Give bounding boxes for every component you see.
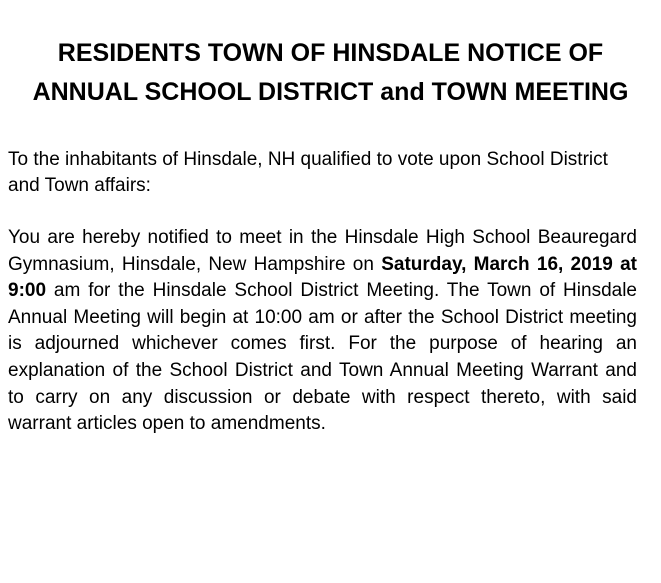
notice-intro: To the inhabitants of Hinsdale, NH qualified to vote upon School District and Town affairs: bbox=[8, 149, 608, 196]
notice-body bbox=[8, 225, 637, 438]
notice-body-after: am for the Hinsdale School District Meeting. The Town of Hinsdale Annual Meeting will begin at 10:00 am or after the School District meeting is adjourned whichever comes first. For the purpose of hearing an explanation of the School District and Town Annual Meeting Warrant and to carry on any discussion or debate with respect thereto, with said warrant articles open to amendments. bbox=[8, 280, 637, 435]
notice-meeting-date: Saturday, March 16, 2019 at 9:00 bbox=[8, 253, 637, 302]
notice-title: RESIDENTS TOWN OF HINSDALE NOTICE OF ANNUAL SCHOOL DISTRICT and TOWN MEETING bbox=[32, 39, 629, 106]
notice-body-before: You are hereby notified to meet in the Hinsdale High School Beauregard Gymnasium, Hinsdale, New Hampshire on bbox=[8, 227, 637, 275]
